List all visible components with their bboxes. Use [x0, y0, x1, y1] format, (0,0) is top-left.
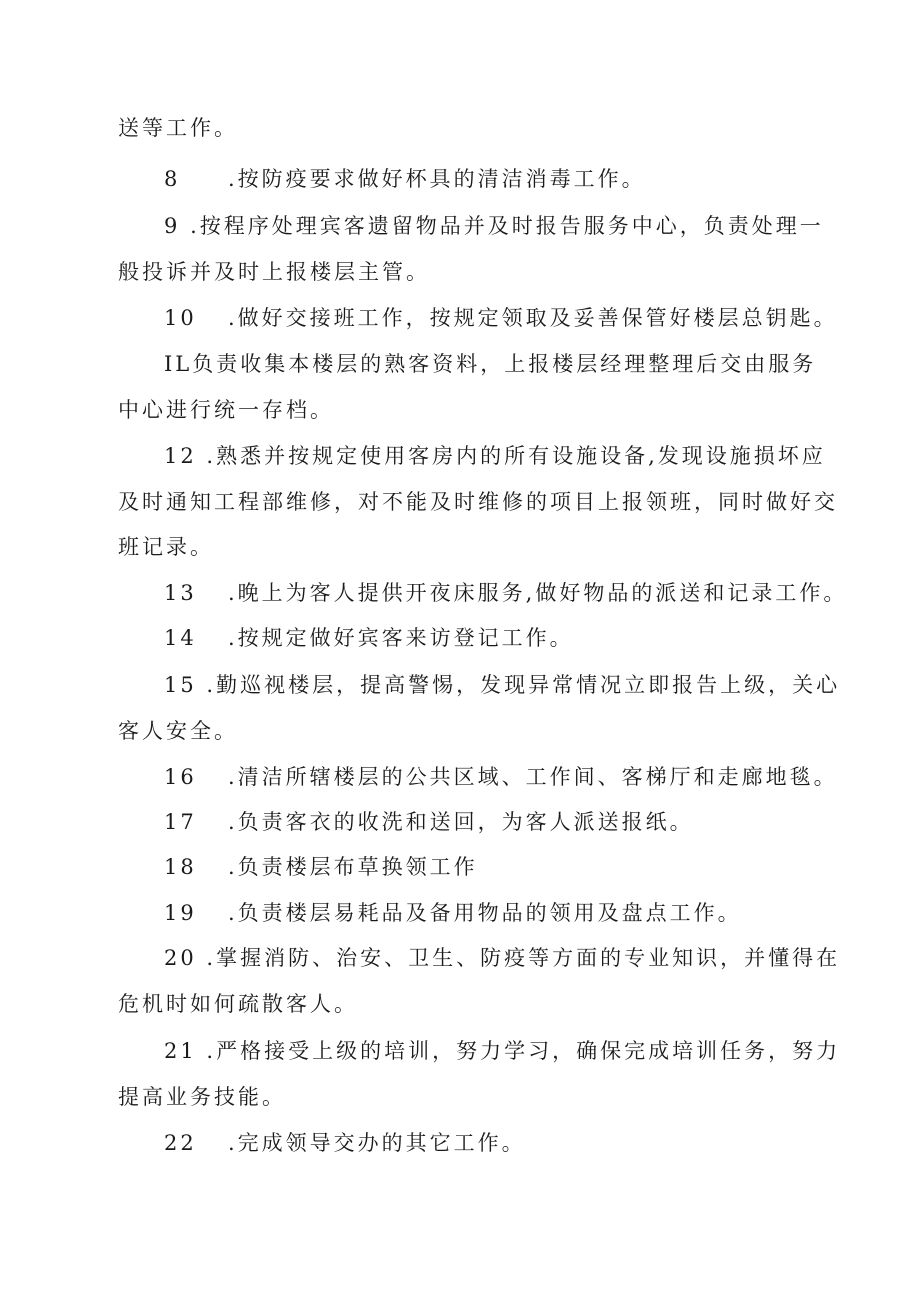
list-item-16 — [164, 762, 838, 792]
text-line — [118, 487, 838, 517]
item-number: 8 — [164, 167, 181, 191]
list-item-19 — [164, 898, 742, 928]
text-line — [118, 716, 238, 746]
list-item-13 — [164, 578, 847, 608]
item-number: 21 — [164, 1039, 197, 1063]
item-text: .做好交接班工作，按规定领取及妥善保管好楼层总钥匙。 — [228, 306, 838, 330]
text-line — [118, 532, 214, 562]
item-number: 10 — [164, 306, 197, 330]
item-text: .按程序处理宾客遗留物品并及时报告服务中心，负责处理一 — [190, 214, 824, 238]
list-item-8 — [164, 164, 646, 194]
item-number: 22 — [164, 1131, 197, 1155]
line-text: 班记录。 — [118, 535, 214, 559]
text-line — [118, 113, 238, 143]
list-item-15 — [164, 670, 840, 700]
line-text: 及时通知工程部维修，对不能及时维修的项目上报领班，同时做好交 — [118, 490, 838, 514]
item-text: .按防疫要求做好杯具的清洁消毒工作。 — [228, 167, 646, 191]
list-item-20 — [164, 943, 840, 973]
item-number: 14 — [164, 626, 197, 650]
text-line — [118, 257, 430, 287]
list-item-18 — [164, 852, 478, 882]
list-item-14 — [164, 623, 574, 653]
item-text: .负责楼层布草换领工作 — [228, 855, 478, 879]
line-text: 送等工作。 — [118, 116, 238, 140]
item-number: 18 — [164, 855, 197, 879]
line-text: 危机时如何疏散客人。 — [118, 992, 358, 1016]
list-item-11 — [164, 349, 816, 379]
item-number: 12 — [164, 444, 197, 468]
item-number: 9 — [164, 214, 181, 238]
list-item-9 — [164, 211, 824, 241]
item-text: .负责楼层易耗品及备用物品的领用及盘点工作。 — [228, 901, 742, 925]
list-item-21 — [164, 1036, 840, 1066]
list-item-22 — [164, 1128, 526, 1158]
item-text: .清洁所辖楼层的公共区域、工作间、客梯厅和走廊地毯。 — [228, 765, 838, 789]
item-text: .掌握消防、治安、卫生、防疫等方面的专业知识，并懂得在 — [206, 946, 841, 970]
line-text: 般投诉并及时上报楼层主管。 — [118, 260, 430, 284]
item-number: 19 — [164, 901, 197, 925]
text-line — [118, 989, 358, 1019]
line-text: 中心进行统一存档。 — [118, 398, 334, 422]
item-text: .负责客衣的收洗和送回，为客人派送报纸。 — [228, 810, 694, 834]
text-line — [118, 1082, 286, 1112]
item-number: 17 — [164, 810, 197, 834]
item-text: .严格接受上级的培训，努力学习，确保完成培训任务，努力 — [206, 1039, 841, 1063]
text-line — [118, 395, 334, 425]
item-text: .晚上为客人提供开夜床服务,做好物品的派送和记录工作。 — [228, 581, 848, 605]
list-item-12 — [164, 441, 826, 471]
item-text: .按规定做好宾客来访登记工作。 — [228, 626, 574, 650]
item-text: .勤巡视楼层，提高警惕，发现异常情况立即报告上级，关心 — [206, 673, 841, 697]
list-item-17 — [164, 807, 694, 837]
item-number: 13 — [164, 581, 197, 605]
item-number: 16 — [164, 765, 197, 789]
line-text: 提高业务技能。 — [118, 1085, 286, 1109]
item-text: .熟悉并按规定使用客房内的所有设施设备,发现设施损坏应 — [206, 444, 826, 468]
item-text: IL负责收集本楼层的熟客资料，上报楼层经理整理后交由服务 — [164, 352, 817, 376]
item-number: 20 — [164, 946, 197, 970]
item-number: 15 — [164, 673, 197, 697]
line-text: 客人安全。 — [118, 719, 238, 743]
item-text: .完成领导交办的其它工作。 — [228, 1131, 526, 1155]
list-item-10 — [164, 303, 838, 333]
